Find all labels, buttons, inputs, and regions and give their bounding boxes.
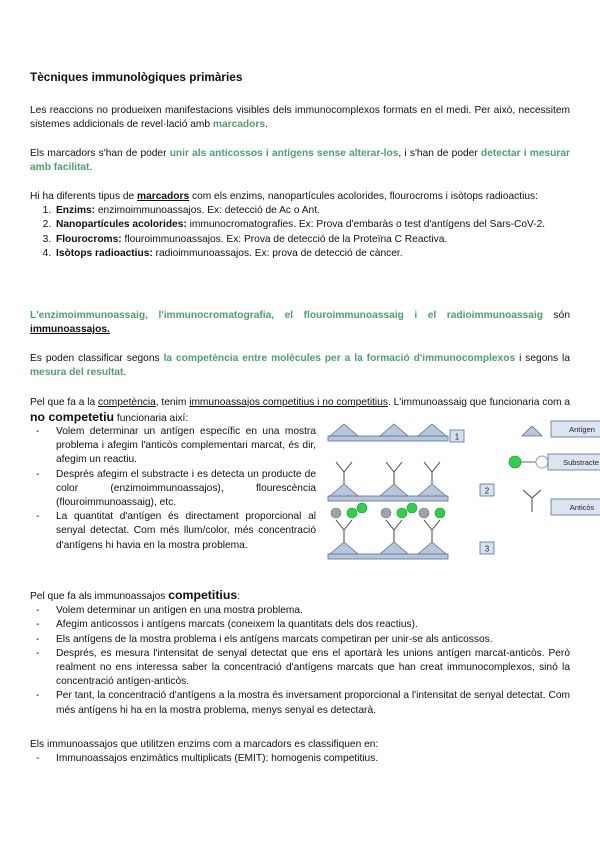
marker-types-list	[30, 204, 570, 261]
competitive-section	[30, 588, 570, 718]
list-item: - Immunoassajos enzimàtics multiplicats (EMIT): homogenis competitius.	[30, 752, 570, 766]
competitive-intro	[30, 588, 570, 604]
text: Les reaccions no produeixen manifestacions visibles dels immunocomplexos formats en el medi. Per això, necessitem sistemes addicionals de revel·lació amb	[30, 105, 570, 131]
text: .	[123, 367, 127, 379]
marker-types-section	[30, 190, 570, 261]
underlined-term: immunoassajos competitius i no competitius	[189, 397, 388, 408]
list-item: - Després, es mesura l'intensitat de senyal detectat que ens el aportarà les unions antígen marcat-anticòs. Però realment no ens interessa saber la concentració d'antígens marcats que han creat immunocomplexos, sinó la concentració antígen-anticòs.	[30, 647, 570, 690]
step-label: 1	[454, 432, 460, 442]
highlight-text: la competència entre molècules per a la formació d'immunocomplexos	[163, 353, 516, 364]
classification-paragraph	[30, 352, 570, 380]
step-label: 3	[484, 544, 490, 554]
text: són	[543, 310, 570, 321]
text: .	[265, 119, 268, 131]
text: . L'immunoassaig que funcionaria com a	[387, 397, 570, 408]
step-label: 2	[484, 486, 490, 496]
plate-step-2	[328, 462, 448, 501]
text: , tenim	[155, 397, 190, 408]
text: Pel que fa als immunoassajos	[30, 591, 169, 602]
text: Es poden classificar segons	[30, 353, 164, 364]
substrate-symbol	[509, 456, 521, 468]
list-item: - Volem determinar un antígen en una mostra problema.	[30, 604, 570, 618]
legend-antigen: Antígen	[569, 425, 595, 434]
markers-paragraph	[30, 147, 570, 175]
noncompetitive-list	[30, 425, 316, 553]
underlined-term: competència	[98, 397, 156, 408]
term: Nanopartícules acolorides:	[56, 219, 187, 231]
desc: radioimmunoassajos. Ex: prova de detecció de càncer.	[152, 247, 403, 259]
desc: enzimoimmunoassajos. Ex: detecció de Ac o Ant.	[95, 205, 320, 217]
text: Els marcadors s'han de poder	[30, 148, 170, 159]
intro-paragraph	[30, 104, 570, 132]
plate-step-3	[328, 503, 448, 559]
term: Enzims:	[56, 205, 96, 217]
highlight-text: L'enzimoimmunoassaig, l'immunocromatografia, el flouroimmunoassaig i el radioimmunoassaig	[30, 310, 544, 321]
legend-substrate: Substracte	[563, 458, 599, 467]
marker-types-intro	[30, 190, 570, 204]
list-item	[54, 247, 570, 261]
highlight-text: mesura del resultat	[30, 367, 124, 379]
text: Pel que fa a la	[30, 397, 98, 408]
desc: flouroimmunoassajos. Ex: Prova de detecció de la Proteïna C Reactiva.	[121, 233, 448, 245]
list-item	[54, 204, 570, 218]
enzyme-list	[30, 752, 570, 766]
competitive-list	[30, 604, 570, 718]
bold-term: no competetiu	[30, 410, 115, 425]
antibody-symbol	[523, 490, 541, 512]
text: com els enzims, nanopartícules acolorides, flourocroms i isòtops radioactius:	[189, 191, 538, 202]
term: Isòtops radioactius:	[56, 247, 153, 259]
immunoassays-paragraph	[30, 309, 570, 337]
underlined-term: immunoassajos.	[30, 324, 110, 336]
page-title: Tècniques immunològiques primàries	[30, 70, 243, 84]
text: funcionaria així:	[114, 413, 189, 425]
legend	[509, 421, 600, 515]
list-item: - Després afegim el substracte i es detecta un producte de color (enzimoimmunoassajos), flourescència (flouroimmunoassaig), etc.	[30, 468, 316, 511]
antigen-symbol	[522, 426, 542, 436]
enzyme-section	[30, 738, 570, 766]
term: Flourocroms:	[56, 233, 122, 245]
plate-step-1	[328, 424, 448, 441]
text: , i s'han de poder	[398, 148, 481, 159]
highlight-text: detectar i mesurar amb facilitat	[30, 148, 570, 174]
enzyme-intro: Els immunoassajos que utilitzen enzims com a marcadors es classifiquen en:	[30, 739, 379, 750]
highlight-text: marcadors	[212, 119, 266, 131]
list-item: - Afegim anticossos i antígens marcats (coneixem la quantitats dels dos reactius).	[30, 618, 570, 632]
list-item: - La quantitat d'antígen és directament proporcional al senyal detectat. Com més llum/color, més concentració d'antígens hi havia en la mostra problema.	[30, 510, 316, 553]
text: Hi ha diferents tipus de	[30, 191, 138, 202]
text: :	[237, 591, 241, 602]
list-item: - Volem determinar un antígen específic en una mostra problema i afegim l'anticòs complementari marcat, és dir, afegim un reactiu.	[30, 425, 316, 468]
immunoassay-figure	[326, 416, 600, 566]
desc: immunocromatografies. Ex: Prova d'embaràs o test d'antígens del Sars-CoV-2.	[186, 219, 546, 231]
text: i segons la	[515, 353, 570, 364]
legend-antibody: Anticòs	[569, 503, 595, 512]
list-item	[54, 233, 570, 247]
text: .	[89, 162, 93, 174]
underlined-term: marcadors	[137, 191, 190, 202]
list-item: - Per tant, la concentració d'antígens a la mostra és inversament proporcional a l'intensitat de senyal detectat. Com més antígens hi ha en la mostra problema, menys senyal es detectarà.	[30, 689, 570, 717]
bold-term: competitius	[168, 588, 238, 602]
list-item	[54, 218, 570, 232]
list-item: - Els antígens de la mostra problema i els antígens marcats competiran per unir-se als anticossos.	[30, 633, 570, 647]
highlight-text: unir als anticossos i antígens sense alterar-los	[169, 148, 399, 159]
